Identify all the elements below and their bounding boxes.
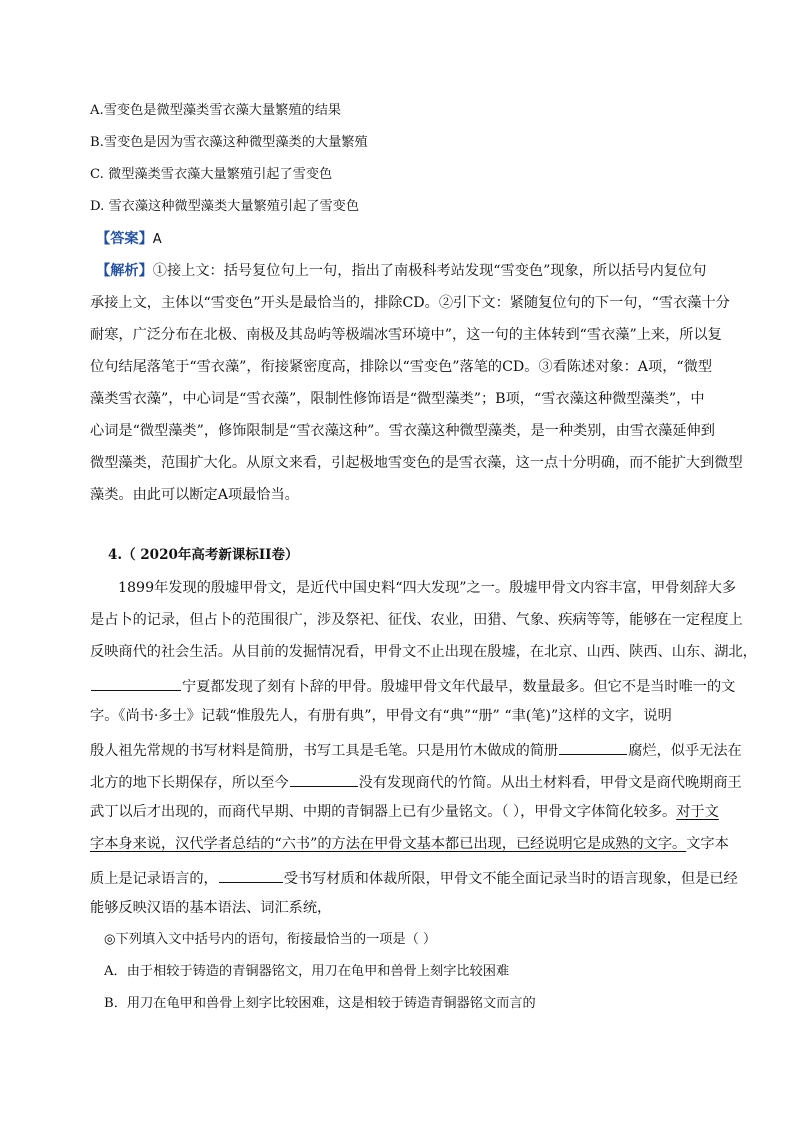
- fill-blank: [91, 674, 181, 691]
- q3-analysis-line-3: 耐寒，广泛分布在北极、南极及其岛屿等极端冰雪环境中”，这一句的主体转到“雪衣藻”上来，所以复: [90, 327, 722, 343]
- q3-analysis-line-4: 位句结尾落笔于“雪衣藻”，衔接紧密度高，排除以“雪变色”落笔的CD。③看陈述对象：A项，“微型: [90, 359, 713, 375]
- fill-blank: [290, 770, 358, 787]
- q3-answer: [96, 229, 162, 250]
- passage-line-4: 宁夏都发现了刻有卜辞的甲骨。殷墟甲骨文年代最早，数量最多。但它不是当时唯一的文: [90, 674, 735, 697]
- passage-line-5: 字。《尚书·多士》记载“惟殷先人，有册有典”，甲骨文有“典”“册” “聿(笔)”这样的文字，说明: [90, 708, 672, 724]
- analysis-label: 【解析】: [96, 263, 153, 279]
- q3-analysis-line-2: 承接上文，主体以“雪变色”开头是最恰当的，排除CD。②引下文：紧随复位句的下一句，“雪衣藻十分: [90, 295, 730, 311]
- q3-analysis-line-8: 藻类。由此可以断定A项最恰当。: [90, 487, 299, 503]
- q3-analysis-line-5: 藻类雪衣藻”，中心词是“雪衣藻”，限制性修饰语是“微型藻类”；B项，“雪衣藻这种微型藻类”，中: [90, 391, 705, 407]
- q4-option-b: B．用刀在龟甲和兽骨上刻字比较困难，这是相较于铸造青铜器铭文而言的: [104, 996, 536, 1011]
- q3-option-c: C. 微型藻类雪衣藻大量繁殖引起了雪变色: [90, 167, 333, 182]
- q4-heading: 4.（ 2020年高考新课标II卷）: [108, 547, 299, 563]
- q4-prompt: ◎下列填入文中括号内的语句，衔接最恰当的一项是（ ）: [104, 932, 437, 947]
- passage-line-3: 反映商代的社会生活。从目前的发掘情况看，甲骨文不止出现在殷墟，在北京、山西、陕西、山东、湖北，: [90, 644, 757, 660]
- fill-blank: [219, 866, 283, 883]
- passage-line-1: 1899年发现的殷墟甲骨文，是近代中国史料“四大发现”之一。殷墟甲骨文内容丰富，甲骨刻辞大多: [118, 580, 737, 596]
- q3-analysis-line-1: 【解析】①接上文：括号复位句上一句，指出了南极科考站发现“雪变色”现象，所以括号内复位句: [96, 263, 707, 279]
- fill-blank: [559, 738, 627, 755]
- passage-line-11: 能够反映汉语的基本语法、词汇系统，: [90, 900, 332, 916]
- answer-label: 【答案】: [96, 231, 153, 247]
- passage-line-10: 质上是记录语言的， 受书写材质和体裁所限，甲骨文不能全面记录当时的语言现象，但是已经: [90, 866, 738, 889]
- passage-line-7: 北方的地下长期保存，所以至今 没有发现商代的竹简。从出土材料看，甲骨文是商代晚期商王: [90, 770, 742, 793]
- q3-option-a: A.雪变色是微型藻类雪衣藻大量繁殖的结果: [90, 103, 342, 118]
- q3-option-b: B.雪变色是因为雪衣藻这种微型藻类的大量繁殖: [90, 135, 368, 150]
- underlined-sentence: 字本身来说，汉代学者总结的“六书”的方法在甲骨文基本都已出现，已经说明它是成熟的文字。: [90, 836, 687, 852]
- q4-option-a: A．由于相较于铸造的青铜器铭文，用刀在龟甲和兽骨上刻字比较困难: [104, 964, 510, 979]
- passage-line-9: 字本身来说，汉代学者总结的“六书”的方法在甲骨文基本都已出现，已经说明它是成熟的文字。文字本: [90, 836, 729, 852]
- passage-line-6: 殷人祖先常规的书写材料是简册，书写工具是毛笔。只是用竹木做成的简册 腐烂，似乎无法在: [90, 738, 742, 761]
- answer-value: A: [152, 232, 162, 247]
- q3-analysis-line-7: 微型藻类，范围扩大化。从原文来看，引起极地雪变色的是雪衣藻，这一点十分明确，而不能扩大到微型: [90, 455, 743, 471]
- q3-option-d: D. 雪衣藻这种微型藻类大量繁殖引起了雪变色: [90, 199, 360, 214]
- passage-line-8: 武丁以后才出现的，而商代早期、中期的青铜器上已有少量铭文。（ ），甲骨文字体简化较多。对于文: [90, 804, 719, 820]
- underlined-sentence: 对于文: [676, 804, 719, 820]
- passage-line-2: 是占卜的记录，但占卜的范围很广，涉及祭祀、征伐、农业，田猎、气象、疾病等等，能够在一定程度上: [90, 612, 743, 628]
- q3-analysis-line-6: 心词是“微型藻类”，修饰限制是“雪衣藻这种”。雪衣藻这种微型藻类，是一种类别，由雪衣藻延伸到: [90, 423, 715, 439]
